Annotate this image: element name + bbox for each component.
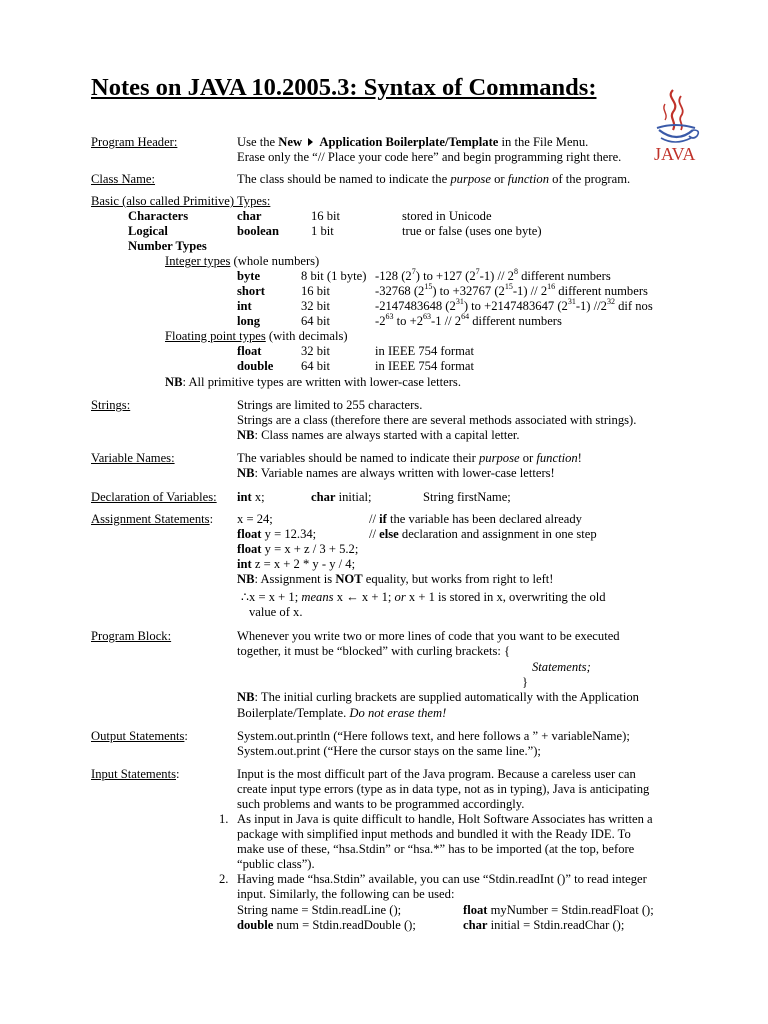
- input-item-2-readdouble: [237, 918, 416, 933]
- text: -2: [375, 314, 386, 328]
- text: :: [209, 512, 214, 526]
- input-label: Input Statements: [91, 767, 176, 781]
- int-keyword: int: [237, 490, 252, 504]
- text: initial = Stdin.readChar ();: [487, 918, 625, 932]
- program-block-close-brace: }: [522, 675, 529, 689]
- text: ) to +127 (2: [415, 269, 476, 283]
- purpose-text: purpose: [450, 172, 491, 186]
- output-label-line: [91, 729, 188, 744]
- int-keyword: int: [237, 557, 252, 571]
- boilerplate-text: Application Boilerplate/Template: [319, 135, 499, 149]
- program-block-line-6: [237, 706, 446, 721]
- int-keyword: int: [237, 299, 252, 313]
- text: :: [184, 729, 188, 743]
- program-header-label: Program Header:: [91, 135, 178, 149]
- text: declaration and assignment in one step: [398, 527, 597, 541]
- short-keyword: short: [237, 284, 265, 298]
- float-size: 32 bit: [301, 344, 331, 358]
- variable-names-line-1: [237, 451, 582, 466]
- class-name-text: [237, 172, 630, 187]
- float-keyword: float: [237, 527, 262, 541]
- nb-label: NB: [237, 572, 255, 586]
- text: The class should be named to indicate the: [237, 172, 451, 186]
- assignment-line-3: [237, 542, 358, 557]
- text: : The initial curling brackets are supplied automatically with the Application: [254, 690, 639, 704]
- nb-label: NB: [237, 466, 255, 480]
- text: or: [490, 172, 508, 186]
- strings-nb: [237, 428, 520, 443]
- exp: 15: [424, 281, 433, 291]
- text: :: [176, 767, 180, 781]
- input-line-2: create input type errors (type as in data type, not as in typing), Java is anticipating: [237, 782, 650, 796]
- input-item-2-line-1: Having made “hsa.Stdin” available, you can use “Stdin.readInt ()” to read integer: [237, 872, 647, 886]
- text: to +2: [393, 314, 423, 328]
- input-item-1-line-1: As input in Java is quite difficult to handle, Holt Software Associates has written a: [237, 812, 653, 826]
- basic-types-label: Basic (also called Primitive) Types:: [91, 194, 271, 208]
- text: ) to +2147483647 (2: [463, 299, 568, 313]
- text: -1) //2: [575, 299, 607, 313]
- characters-heading: Characters: [128, 209, 189, 223]
- exp: 31: [567, 296, 576, 306]
- int-size: 32 bit: [301, 299, 331, 313]
- exp: 32: [606, 296, 615, 306]
- assignment-line-1-code: x = 24;: [237, 512, 273, 526]
- text: //: [369, 527, 380, 541]
- char-keyword: char: [237, 209, 262, 223]
- floating-types-label: Floating point types: [165, 329, 266, 343]
- input-item-2-readfloat: [463, 903, 654, 918]
- exp: 16: [547, 281, 556, 291]
- program-header-line-2: Erase only the “// Place your code here” and begin programming right there.: [237, 150, 622, 164]
- nb-label: NB: [165, 375, 183, 389]
- int-range: [375, 296, 653, 314]
- text: different numbers: [517, 269, 611, 283]
- float-keyword: float: [463, 903, 488, 917]
- exp: 7: [411, 266, 416, 276]
- text: (with decimals): [265, 329, 348, 343]
- program-block-line-2: together, it must be “blocked” with curling brackets: {: [237, 644, 511, 658]
- long-size: 64 bit: [301, 314, 331, 328]
- text: !: [577, 451, 582, 465]
- exp: 31: [455, 296, 464, 306]
- text: : Assignment is: [254, 572, 336, 586]
- double-keyword: double: [237, 918, 274, 932]
- input-item-1-line-3: make use of these, “hsa.Stdin” or “hsa.*” has to be imported (at the top, before: [237, 842, 635, 856]
- text: y = x + z / 3 + 5.2;: [261, 542, 359, 556]
- double-size: 64 bit: [301, 359, 331, 373]
- text: x + 1 is stored in x, overwriting the old: [405, 590, 606, 604]
- class-name-label: Class Name:: [91, 172, 156, 186]
- number-types-heading: Number Types: [128, 239, 207, 253]
- float-keyword: float: [237, 542, 262, 556]
- variable-names-nb: [237, 466, 555, 481]
- input-item-2-line-2: input. Similarly, the following can be used:: [237, 887, 455, 901]
- text: -2147483648 (2: [375, 299, 456, 313]
- exp: 63: [423, 311, 431, 321]
- char-keyword: char: [311, 490, 336, 504]
- strings-line-2: Strings are a class (therefore there are several methods associated with strings).: [237, 413, 637, 427]
- byte-range: [375, 266, 611, 284]
- program-block-line-1: Whenever you write two or more lines of code that you want to be executed: [237, 629, 620, 643]
- assignment-label-line: [91, 512, 213, 527]
- do-not-erase-text: Do not erase them!: [349, 706, 447, 720]
- primitive-nb: [165, 375, 461, 390]
- char-keyword: char: [463, 918, 488, 932]
- text: or: [519, 451, 537, 465]
- assignment-therefore-line: [241, 590, 606, 605]
- exp: 63: [385, 311, 394, 321]
- exp: 8: [513, 266, 518, 276]
- output-line-1: System.out.println (“Here follows text, and here follows a ” + variableName);: [237, 729, 630, 743]
- long-keyword: long: [237, 314, 261, 328]
- text: num = Stdin.readDouble ();: [273, 918, 416, 932]
- page-title: Notes on JAVA 10.2005.3: Syntax of Commands:: [91, 74, 597, 101]
- text: -128 (2: [375, 269, 412, 283]
- text: initial;: [335, 490, 372, 504]
- text: ) to +32767 (2: [432, 284, 505, 298]
- nb-label: NB: [237, 690, 255, 704]
- program-block-label: Program Block:: [91, 629, 172, 643]
- output-label: Output Statements: [91, 729, 185, 743]
- text: equality, but works from right to left!: [362, 572, 554, 586]
- byte-size: 8 bit (1 byte): [301, 269, 367, 283]
- text: -1 // 2: [431, 314, 462, 328]
- assignment-line-2-comment: [369, 527, 597, 542]
- assignment-line-1-comment: [369, 512, 582, 527]
- boolean-size: 1 bit: [311, 224, 334, 238]
- text: the variable has been declared already: [386, 512, 582, 526]
- output-line-2: System.out.print (“Here the cursor stays on the same line.”);: [237, 744, 541, 758]
- list-number-1: 1.: [219, 812, 229, 826]
- text: -32768 (2: [375, 284, 425, 298]
- input-item-2-readline: String name = Stdin.readLine ();: [237, 903, 402, 917]
- boolean-keyword: boolean: [237, 224, 279, 238]
- declaration-int: [237, 490, 265, 505]
- text: in the File Menu.: [498, 135, 589, 149]
- text: : All primitive types are written with lower-case letters.: [182, 375, 461, 389]
- input-label-line: [91, 767, 180, 782]
- char-desc: stored in Unicode: [402, 209, 492, 223]
- exp: 15: [504, 281, 513, 291]
- means-text: means: [301, 590, 334, 604]
- strings-line-1: Strings are limited to 255 characters.: [237, 398, 423, 412]
- if-keyword: if: [379, 512, 387, 526]
- purpose-text: purpose: [479, 451, 520, 465]
- declaration-char: [311, 490, 372, 505]
- assignment-last-line: value of x.: [249, 605, 303, 619]
- text: //: [369, 512, 380, 526]
- input-item-1-line-2: package with simplified input methods and bundled it with the Ready IDE. To: [237, 827, 631, 841]
- integer-types-label: Integer types: [165, 254, 231, 268]
- text: Boilerplate/Template.: [237, 706, 350, 720]
- strings-label: Strings:: [91, 398, 131, 412]
- program-block-statements: Statements;: [532, 660, 591, 674]
- input-item-2-readchar: [463, 918, 624, 933]
- short-size: 16 bit: [301, 284, 331, 298]
- text: myNumber = Stdin.readFloat ();: [487, 903, 654, 917]
- or-text: or: [394, 590, 406, 604]
- java-logo-text: JAVA: [654, 144, 696, 164]
- text: y = 12.34;: [261, 527, 317, 541]
- text: -1) // 2: [512, 284, 548, 298]
- new-menu-text: New: [278, 135, 303, 149]
- program-block-nb: [237, 690, 639, 705]
- triangle-right-icon: [308, 138, 313, 146]
- floating-types-line: [165, 329, 348, 344]
- boolean-desc: true or false (uses one byte): [402, 224, 542, 238]
- text: The variables should be named to indicate their: [237, 451, 479, 465]
- program-header-line-1: [237, 135, 588, 150]
- input-line-1: Input is the most difficult part of the Java program. Because a careless user can: [237, 767, 636, 781]
- exp: 7: [475, 266, 480, 276]
- else-keyword: else: [379, 527, 399, 541]
- exp: 64: [461, 311, 470, 321]
- text: different numbers: [469, 314, 562, 328]
- input-item-1-line-4: “public class”).: [237, 857, 315, 871]
- assignment-line-4: [237, 557, 355, 572]
- not-text: NOT: [335, 572, 363, 586]
- declaration-string: String firstName;: [423, 490, 511, 504]
- text: : Class names are always started with a capital letter.: [254, 428, 520, 442]
- text: z = x + 2 * y - y / 4;: [251, 557, 356, 571]
- function-text: function: [507, 172, 550, 186]
- text: : Variable names are always written with lower-case letters!: [254, 466, 555, 480]
- text: different numbers: [555, 284, 648, 298]
- long-range: [375, 311, 562, 329]
- text: (whole numbers): [230, 254, 320, 268]
- text: -1) // 2: [479, 269, 514, 283]
- text: x ← x + 1;: [333, 590, 395, 604]
- char-size: 16 bit: [311, 209, 341, 223]
- nb-label: NB: [237, 428, 255, 442]
- text: ∴x = x + 1;: [241, 590, 302, 604]
- text: dif nos: [614, 299, 653, 313]
- input-line-3: such problems and wants to be programmed accordingly.: [237, 797, 525, 811]
- text: of the program.: [549, 172, 631, 186]
- function-text: function: [536, 451, 578, 465]
- double-desc: in IEEE 754 format: [375, 359, 474, 373]
- assignment-line-2-code: [237, 527, 316, 542]
- integer-types-line: [165, 254, 319, 269]
- assignment-label: Assignment Statements: [91, 512, 210, 526]
- float-desc: in IEEE 754 format: [375, 344, 474, 358]
- assignment-nb: [237, 572, 553, 587]
- text: x;: [251, 490, 265, 504]
- float-keyword: float: [237, 344, 262, 358]
- byte-keyword: byte: [237, 269, 261, 283]
- list-number-2: 2.: [219, 872, 229, 886]
- text: Use the: [237, 135, 279, 149]
- logical-heading: Logical: [128, 224, 168, 238]
- double-keyword: double: [237, 359, 274, 373]
- declaration-label: Declaration of Variables:: [91, 490, 217, 504]
- variable-names-label: Variable Names:: [91, 451, 175, 465]
- java-logo: [651, 86, 703, 166]
